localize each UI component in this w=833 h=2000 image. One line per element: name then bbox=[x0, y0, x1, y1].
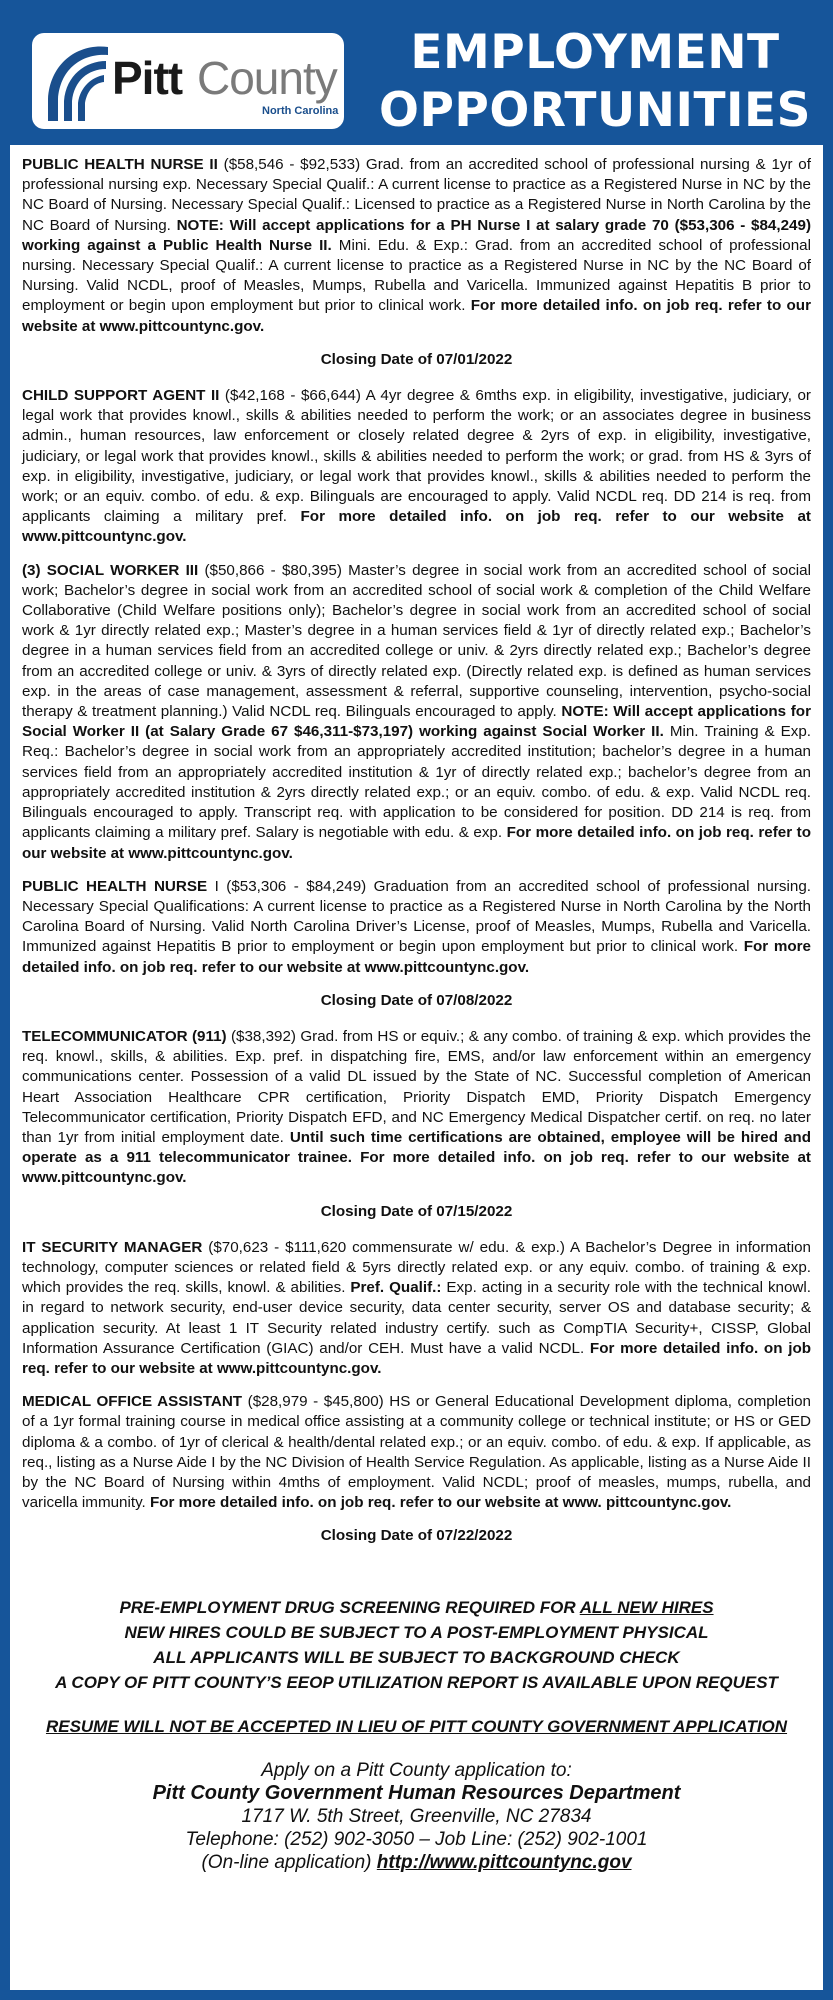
job-note: Until such time certifications are obtained, employee will be hired and operate as a 911 telecommunicator trainee. bbox=[22, 1128, 811, 1167]
closing-date: Closing Date of 07/15/2022 bbox=[320, 1202, 513, 1220]
job-note: Pref. Qualif.: bbox=[350, 1279, 442, 1297]
notice-drug-screening bbox=[22, 1595, 811, 1620]
job-title: TELECOMMUNICATOR (911) bbox=[22, 1027, 227, 1045]
address: 1717 W. 5th Street, Greenville, NC 27834 bbox=[241, 1805, 592, 1827]
closing-date: Closing Date of 07/08/2022 bbox=[320, 991, 513, 1009]
job-body: ($42,168 - $66,644) A 4yr degree & 6mths exp. in eligibility, investigative, judiciary, or legal work that provides knowl., skills & abilities needed to perform the work; or an associates degree in business admin., human resources, law enforcement or closely related degree & 2yrs of exp. in eligibility, investigative, judiciary, or legal work that provides knowl., skills & abilities needed to perform the work; or grad. from HS & 3yrs of exp. in eligibility, investigative, judiciary, or legal work that provides knowl., skills & abilities needed to perform the work; or an equiv. combo. of edu. & exp. Bilinguals are encouraged to apply. Valid NCDL req. DD 214 is req. from applicants claiming a military pref. bbox=[22, 387, 811, 526]
job-note: NOTE: Will accept applications for Social Worker II (at Salary Grade 67 $46,311-$73,197) working against Social Worker II. bbox=[22, 703, 811, 741]
job-more-info: For more detailed info. on job req. refer to our website at www.pittcountync.gov. bbox=[22, 938, 811, 976]
job-title: IT SECURITY MANAGER bbox=[22, 1238, 203, 1256]
title-line-1: EMPLOYMENT bbox=[410, 25, 780, 80]
job-more-info: For more detailed info. on job req. refer to our website at www.pittcountync.gov. bbox=[22, 508, 811, 546]
job-note: NOTE: Will accept applications for a PH Nurse I at salary grade 70 ($53,306 - $84,249) working against a Public Health Nurse II. bbox=[22, 216, 811, 254]
logo-arcs-icon bbox=[38, 39, 118, 125]
online-label: (On-line application) bbox=[201, 1851, 377, 1873]
phone-numbers: Telephone: (252) 902-3050 – Job Line: (252) 902-1001 bbox=[185, 1828, 648, 1850]
logo-county-text: County bbox=[197, 52, 337, 104]
job-public-health-nurse-ii bbox=[22, 155, 811, 337]
job-body-2: Min. Training & Exp. Req.: Bachelor’s degree in social work from an appropriately accredited institution; bachelor’s degree in a human services field from an appropriately accredited institution & 1yr of directly related exp.; bachelor’s degree from an appropriately accredited institution & 2yrs directly related exp.; or an equiv. combo. of edu. & exp. Valid NCDL req. Bilinguals encouraged to apply. Transcript req. with application to be considered for position. DD 214 is req. from applicants claiming a military pref. Salary is negotiable with edu. & exp. bbox=[22, 723, 811, 842]
header-banner bbox=[0, 0, 833, 145]
notice-eeop-report: A COPY OF PITT COUNTY’S EEOP UTILIZATION REPORT IS AVAILABLE UPON REQUEST bbox=[55, 1672, 778, 1692]
title-line-2: OPPORTUNITIES bbox=[379, 83, 811, 138]
online-application bbox=[22, 1851, 811, 1874]
job-title: MEDICAL OFFICE ASSISTANT bbox=[22, 1393, 243, 1411]
job-child-support-agent-ii bbox=[22, 386, 811, 548]
job-more-info: For more detailed info. on job req. refer to our website at www.pittcountync.gov. bbox=[22, 824, 811, 862]
job-more-info: For more detailed info. on job req. refer to our website at www. pittcountync.gov. bbox=[150, 1494, 732, 1512]
job-body: ($28,979 - $45,800) HS or General Educational Development diploma, completion of a 1yr formal training course in medical office assisting at a community college or technical institute; or HS or GED diploma & a combo. of 1yr of clerical & health/dental related exp.; or an equiv. combo. of edu. & exp. If applicable, as req., listing as a Nurse Aide I by the NC Division of Health Service Regulation. As applicable, listing as a Nurse Aide II by the NC Board of Nursing within 4mths of employment. Valid NCDL; proof of measles, mumps, rubella, and varicella immunity. bbox=[22, 1393, 811, 1512]
listings-panel bbox=[10, 145, 823, 1990]
page-title bbox=[370, 24, 820, 140]
job-title: PUBLIC HEALTH NURSE II bbox=[22, 156, 218, 173]
notice-underlined-text: ALL NEW HIRES bbox=[579, 1597, 714, 1617]
notices-block bbox=[22, 1595, 811, 1695]
closing-date: Closing Date of 07/22/2022 bbox=[320, 1527, 513, 1545]
job-more-info: For more detailed info. on job req. refer to our website at www.pittcountync.gov. bbox=[22, 1339, 811, 1377]
job-title: CHILD SUPPORT AGENT II bbox=[22, 387, 220, 405]
logo-state-text: North Carolina bbox=[262, 105, 339, 117]
job-body: ($70,623 - $111,620 commensurate w/ edu. & exp.) A Bachelor’s Degree in information technology, computer sciences or related field & 5yrs directly related exp. or any equiv. combo. of training & exp. which provides the req. skills, knowl. & abilities. bbox=[22, 1238, 811, 1297]
job-telecommunicator bbox=[22, 1027, 811, 1189]
job-body-2 bbox=[352, 1149, 360, 1166]
job-body: I ($53,306 - $84,249) Graduation from an accredited school of professional nursing. Necessary Special Qualifications: A current license to practice as a Registered Nurse in North Carolina by the North Carolina Board of Nursing. Valid North Carolina Driver’s License, proof of Measles, Mumps, Rubella and Varicella. Immunized against Hepatitis B prior to employment or begin upon employment but prior to clinical work. bbox=[22, 877, 811, 956]
job-it-security-manager bbox=[22, 1238, 811, 1379]
notice-text: PRE-EMPLOYMENT DRUG SCREENING REQUIRED FOR bbox=[119, 1597, 580, 1617]
job-body-2: Mini. Edu. & Exp.: Grad. from an accredited school of professional nursing. Necessary Special Qualif.: A current license to practice as a Registered Nurse in NC by the NC Board of Nursing. Valid NCDL, proof of Measles, Mumps, Rubella and Varicella. Immunized against Hepatitis B prior to employment or begin upon employment but prior to clinical work. bbox=[22, 236, 811, 315]
job-body: ($50,866 - $80,395) Master’s degree in social work from an accredited school of social work; Bachelor’s degree in social work from an accredited school of social work & completion of the Child Welfare Collaborative (Child Welfare positions only); Bachelor’s degree in social work from an accredited school of social work & 1yr directly related exp.; Master’s degree in a human services field & 1yr of directly related exp.; Bachelor’s degree in a human services field from an accredited college or univ. & 2yrs directly related exp.; Bachelor’s degree from an accredited college or univ. & 3yrs of directly related exp. (Directly related exp. is defined as human services exp. in the areas of case management, assessment & referral, supportive counseling, intervention, psycho-social therapy & treatment planning.) Valid NCDL req. Bilinguals encouraged to apply. bbox=[22, 561, 811, 721]
website-link[interactable]: http://www.pittcountync.gov bbox=[376, 1851, 632, 1873]
job-body: ($58,546 - $92,533) Grad. from an accredited school of professional nursing & 1yr of professional nursing exp. Necessary Special Qualif.: A current license to practice as a Registered Nurse in NC by the NC Board of Nursing. Necessary Special Qualif.: Licensed to practice as a Registered Nurse in North Carolina by the NC Board of Nursing. bbox=[22, 156, 811, 234]
hr-department: Pitt County Government Human Resources Department bbox=[152, 1781, 681, 1804]
notice-background-check: ALL APPLICANTS WILL BE SUBJECT TO BACKGROUND CHECK bbox=[153, 1647, 680, 1667]
notice-physical: NEW HIRES COULD BE SUBJECT TO A POST-EMPLOYMENT PHYSICAL bbox=[124, 1622, 709, 1642]
apply-intro: Apply on a Pitt County application to: bbox=[261, 1759, 572, 1781]
job-body-2: Exp. acting in a security role with the technical knowl. in regard to network security, end-user device security, data center security, server OS and database security; & application security. At least 1 IT Security related industry certify. such as CompTIA Security+, CISSP, Global Information Assurance Certification (GIAC) and/or CEH. Must have a valid NCDL. bbox=[22, 1279, 811, 1357]
apply-block bbox=[22, 1759, 811, 1874]
job-more-info: For more detailed info. on job req. refer to our website at www.pittcountync.gov. bbox=[22, 1149, 811, 1187]
job-title: (3) SOCIAL WORKER III bbox=[22, 561, 199, 579]
job-title: PUBLIC HEALTH NURSE bbox=[22, 877, 208, 895]
job-body: ($38,392) Grad. from HS or equiv.; & any combo. of training & exp. which provides the req. knowl., skills, & abilities. Exp. pref. in dispatching fire, EMS, and/or law enforcement within an emergency communications center. Possession of a valid DL issued by the State of NC. Successful completion of American Heart Association Healthcare CPR certification, Priority Dispatch EMD, Priority Dispatch Emergency Telecommunicator certification, Priority Dispatch EFD, and NC Emergency Medical Dispatcher certif. on req. no later than 1yr from initial employment date. bbox=[22, 1027, 811, 1146]
logo-pitt-text: Pitt bbox=[112, 52, 183, 104]
resume-notice: RESUME WILL NOT BE ACCEPTED IN LIEU OF PITT COUNTY GOVERNMENT APPLICATION bbox=[45, 1716, 788, 1736]
job-public-health-nurse-i bbox=[22, 877, 811, 978]
pitt-county-logo bbox=[32, 33, 344, 129]
job-medical-office-assistant bbox=[22, 1392, 811, 1513]
closing-date: Closing Date of 07/01/2022 bbox=[320, 350, 513, 368]
job-social-worker-iii bbox=[22, 561, 811, 864]
job-more-info: For more detailed info. on job req. refer to our website at www.pittcountync.gov. bbox=[22, 297, 811, 335]
